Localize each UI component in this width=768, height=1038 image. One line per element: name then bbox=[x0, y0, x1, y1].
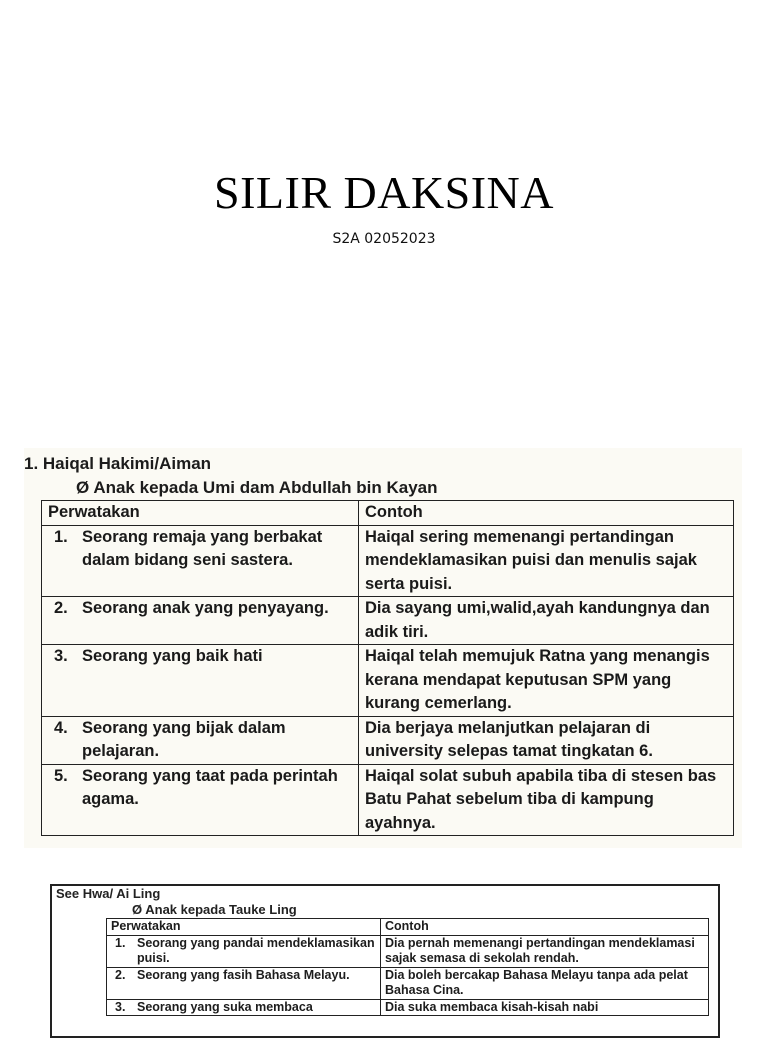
document-subtitle: S2A 02052023 bbox=[332, 231, 436, 247]
row-number: 3. bbox=[54, 647, 68, 665]
character-table bbox=[41, 500, 734, 836]
trait-text: Seorang yang pandai mendeklamasikan puisi. bbox=[137, 935, 375, 965]
character-table bbox=[106, 918, 709, 1016]
trait-text: Seorang yang fasih Bahasa Melayu. bbox=[137, 967, 350, 982]
example-text: Dia pernah memenangi pertandingan mendeklamasi sajak semasa di sekolah rendah. bbox=[381, 935, 709, 967]
table-row bbox=[107, 999, 709, 1016]
character-relation: Ø Anak kepada Tauke Ling bbox=[132, 902, 297, 917]
header-contoh: Contoh bbox=[359, 501, 734, 526]
row-number: 2. bbox=[54, 599, 68, 617]
row-number: 3. bbox=[115, 999, 126, 1014]
trait-text: Seorang anak yang penyayang. bbox=[82, 599, 329, 617]
example-text: Haiqal solat subuh apabila tiba di stesen bas Batu Pahat sebelum tiba di kampung ayahnya. bbox=[359, 764, 734, 836]
example-text: Dia sayang umi,walid,ayah kandungnya dan adik tiri. bbox=[359, 597, 734, 645]
row-number: 1. bbox=[115, 935, 126, 950]
table-header-row bbox=[42, 501, 734, 526]
table-header-row bbox=[107, 919, 709, 936]
table-row bbox=[42, 645, 734, 717]
trait-text: Seorang yang suka membaca bbox=[137, 999, 313, 1014]
row-number: 4. bbox=[54, 718, 68, 737]
character-name: 1. Haiqal Hakimi/Aiman bbox=[24, 454, 212, 473]
trait-text: Seorang remaja yang berbakat dalam bidang seni sastera. bbox=[82, 527, 323, 569]
character-relation: Ø Anak kepada Umi dam Abdullah bin Kayan bbox=[76, 478, 438, 497]
example-text: Haiqal telah memujuk Ratna yang menangis kerana mendapat keputusan SPM yang kurang cemerlang. bbox=[359, 645, 734, 717]
document-title: SILIR DAKSINA bbox=[214, 167, 554, 218]
slide-haiqal bbox=[24, 448, 742, 848]
table-row bbox=[42, 764, 734, 836]
table-row bbox=[42, 597, 734, 645]
row-number: 1. bbox=[54, 527, 68, 546]
example-text: Dia boleh bercakap Bahasa Melayu tanpa ada pelat Bahasa Cina. bbox=[381, 967, 709, 999]
row-number: 5. bbox=[54, 766, 68, 785]
header-contoh: Contoh bbox=[381, 919, 709, 936]
character-name: See Hwa/ Ai Ling bbox=[56, 886, 161, 901]
slide-see-hwa bbox=[50, 884, 720, 1038]
trait-text: Seorang yang taat pada perintah agama. bbox=[82, 766, 338, 808]
table-row bbox=[42, 716, 734, 764]
trait-text: Seorang yang baik hati bbox=[82, 647, 263, 665]
trait-text: Seorang yang bijak dalam pelajaran. bbox=[82, 718, 286, 760]
table-row bbox=[107, 967, 709, 999]
row-number: 2. bbox=[115, 967, 126, 982]
table-row bbox=[42, 525, 734, 597]
example-text: Haiqal sering memenangi pertandingan mendeklamasikan puisi dan menulis sajak serta puisi. bbox=[359, 525, 734, 597]
table-row bbox=[107, 935, 709, 967]
example-text: Dia berjaya melanjutkan pelajaran di university selepas tamat tingkatan 6. bbox=[359, 716, 734, 764]
header-perwatakan: Perwatakan bbox=[107, 919, 381, 936]
example-text: Dia suka membaca kisah-kisah nabi bbox=[381, 999, 709, 1016]
header-perwatakan: Perwatakan bbox=[42, 501, 359, 526]
